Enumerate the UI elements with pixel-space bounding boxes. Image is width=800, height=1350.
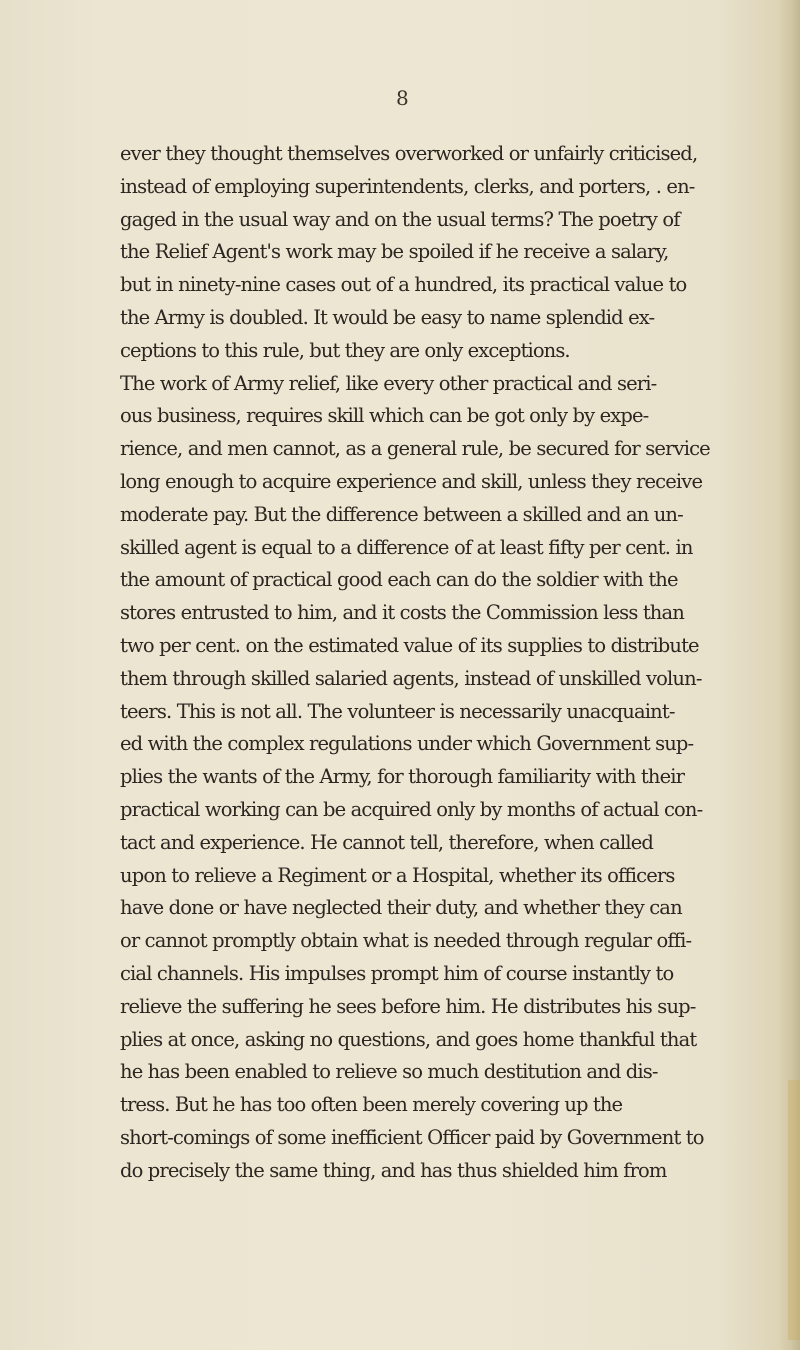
text-line: the Army is doubled. It would be easy to name splendid ex- — [120, 305, 655, 329]
page-number: 8 — [396, 86, 409, 110]
text-line: ever they thought themselves overworked or unfairly criticised, — [120, 142, 698, 165]
text-line: ous business, requires skill which can be got only by expe- — [120, 404, 649, 428]
text-line: teers. This is not all. The volunteer is necessarily unacquaint- — [120, 699, 675, 723]
body-text — [120, 138, 800, 1188]
text-line: cial channels. His impulses prompt him of course instantly to — [120, 961, 674, 985]
text-line: instead of employing superintendents, clerks, and porters, . en- — [120, 174, 695, 198]
text-line: have done or have neglected their duty, and whether they can — [120, 896, 682, 920]
text-line: practical working can be acquired only by months of actual con- — [120, 797, 703, 821]
text-line: moderate pay. But the difference between a skilled and an un- — [120, 502, 683, 526]
text-line: The work of Army relief, like every other practical and seri- — [120, 371, 657, 395]
text-line: ed with the complex regulations under which Government sup- — [120, 732, 694, 756]
text-line: plies at once, asking no questions, and goes home thankful that — [120, 1027, 697, 1051]
text-line: or cannot promptly obtain what is needed through regular offi- — [120, 929, 692, 953]
text-line: he has been enabled to relieve so much destitution and dis- — [120, 1060, 658, 1084]
text-line: rience, and men cannot, as a general rule, be secured for service — [120, 437, 710, 461]
text-line: the Relief Agent's work may be spoiled if he receive a salary, — [120, 240, 669, 264]
text-line: but in ninety-nine cases out of a hundred, its practical value to — [120, 273, 687, 297]
text-line: ceptions to this rule, but they are only exceptions. — [120, 338, 570, 362]
text-line: tress. But he has too often been merely covering up the — [120, 1093, 623, 1117]
text-line: do precisely the same thing, and has thus shielded him from — [120, 1158, 667, 1182]
text-line: relieve the suffering he sees before him. He distributes his sup- — [120, 994, 696, 1018]
text-line: the amount of practical good each can do the soldier with the — [120, 568, 678, 592]
text-line: upon to relieve a Regiment or a Hospital, whether its officers — [120, 863, 675, 887]
text-line: short-comings of some inefficient Officer paid by Government to — [120, 1125, 704, 1149]
text-line: them through skilled salaried agents, instead of unskilled volun- — [120, 666, 702, 690]
text-line: skilled agent is equal to a difference of at least fifty per cent. in — [120, 535, 693, 559]
text-line: stores entrusted to him, and it costs the Commission less than — [120, 601, 684, 625]
text-line: gaged in the usual way and on the usual terms? The poetry of — [120, 207, 680, 231]
text-line: tact and experience. He cannot tell, therefore, when called — [120, 830, 653, 854]
text-line: two per cent. on the estimated value of its supplies to distribute — [120, 633, 699, 657]
text-line: long enough to acquire experience and skill, unless they receive — [120, 469, 703, 493]
text-line: plies the wants of the Army, for thorough familiarity with their — [120, 765, 685, 789]
